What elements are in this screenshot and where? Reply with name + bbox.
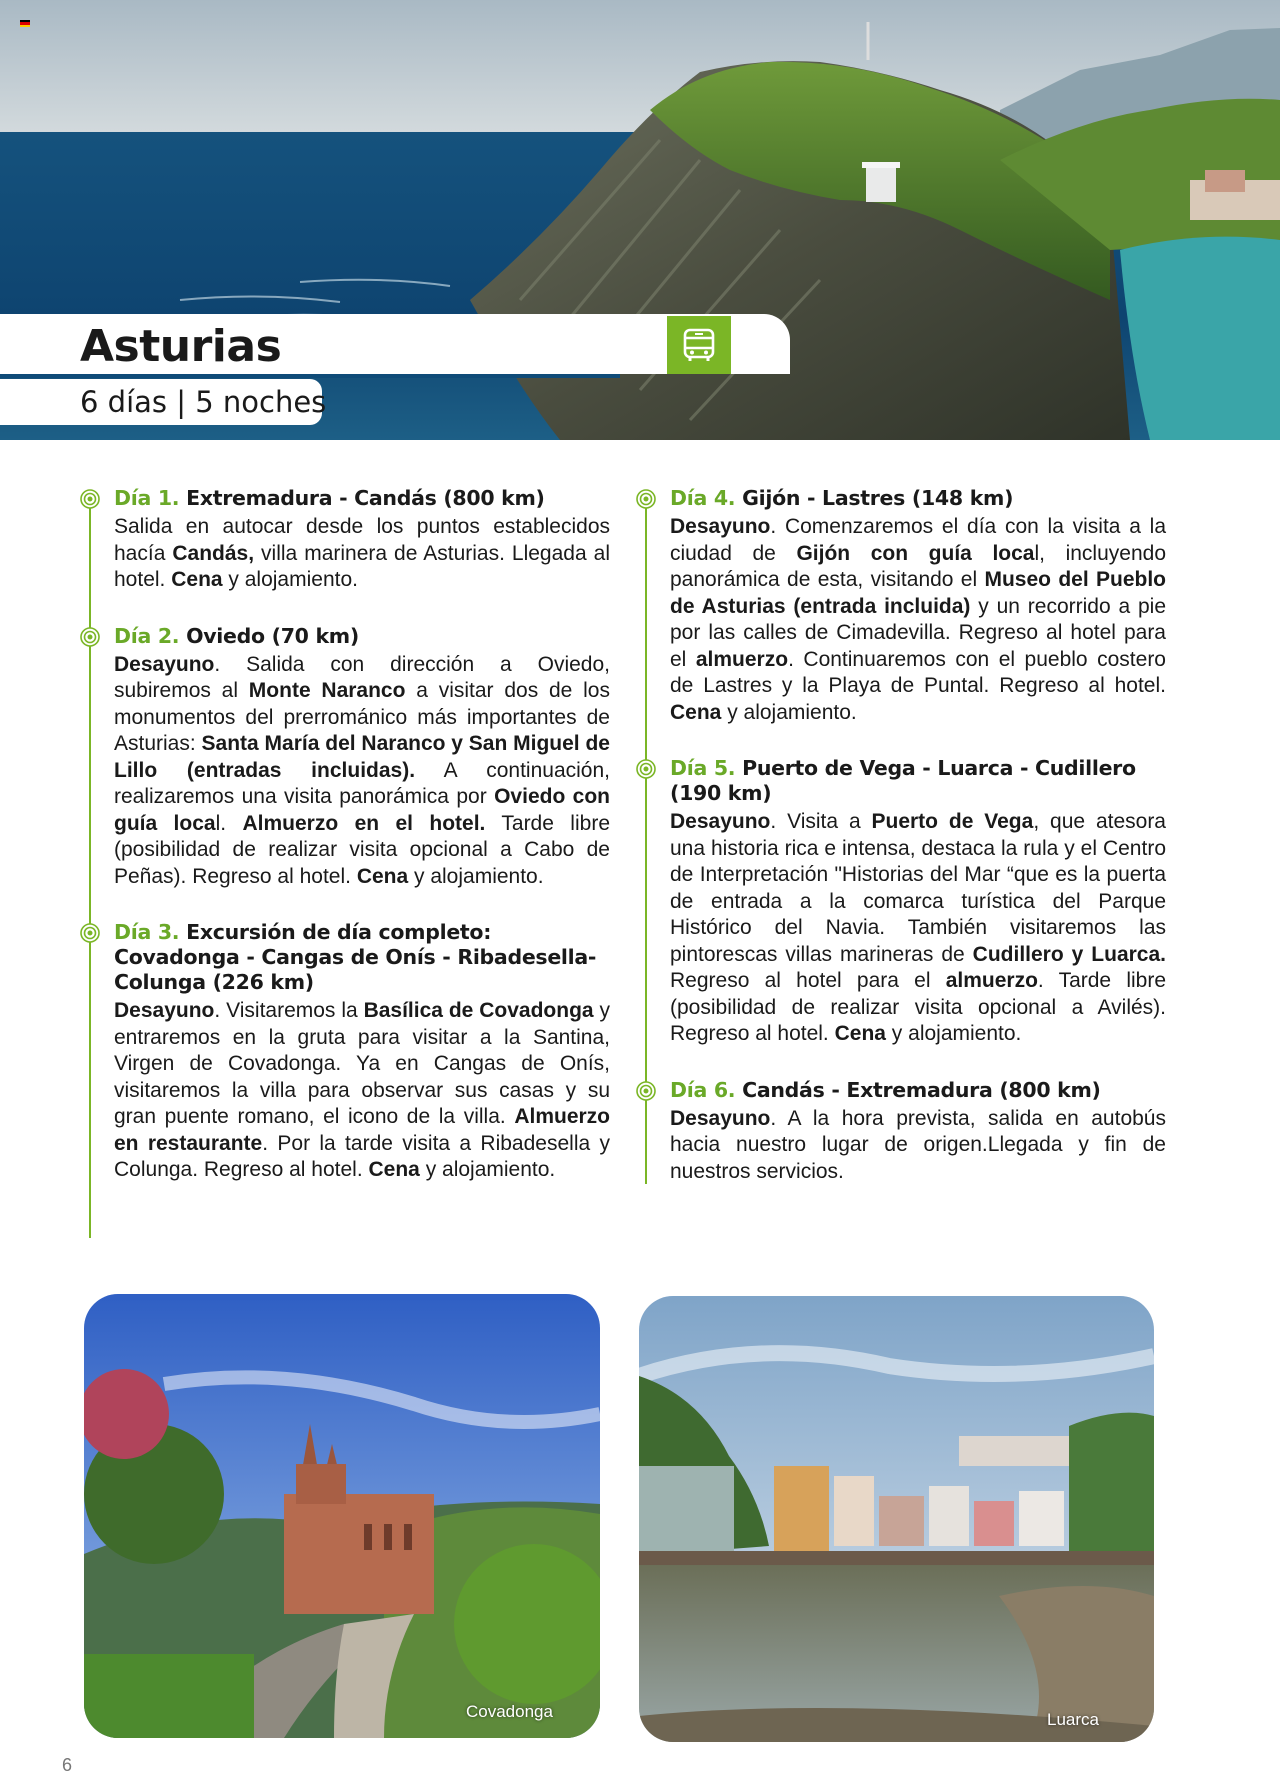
text-run: Tarde libre (posibilidad de realizar visita opcional a Cabo de Peñas). Regreso al hotel.: [114, 811, 610, 888]
day-heading: [670, 756, 1166, 806]
day-heading: [114, 486, 610, 511]
text-run: y alojamiento.: [721, 700, 857, 724]
bold-text: Almuerzo en el hotel.: [242, 811, 486, 835]
itinerary-day-3: [80, 920, 610, 1184]
bold-text: Cena: [670, 700, 722, 724]
day-title: Gijón - Lastres (148 km): [742, 486, 1014, 510]
flag-icon: [20, 20, 30, 27]
text-run: . Continuaremos con el pueblo costero de Lastres y la Playa de Puntal. Regreso al hotel.: [670, 647, 1166, 697]
timeline-marker-icon: [80, 627, 100, 647]
basilica-illustration: [84, 1294, 600, 1738]
transport-badge: [667, 316, 731, 374]
text-run: . Tarde libre (posibilidad de realizar visita opcional a Avilés). Regreso al hotel.: [670, 969, 1166, 1045]
text-run: l.: [215, 811, 243, 835]
day-number: Día 2.: [114, 623, 180, 648]
day-number: Día 6.: [670, 1077, 736, 1102]
itinerary-day-4: [636, 486, 1166, 726]
day-heading: [670, 486, 1166, 511]
bold-text: Cena: [834, 1022, 886, 1045]
day-number: Día 5.: [670, 756, 736, 780]
timeline-marker-icon: [636, 759, 656, 779]
text-run: Regreso al hotel para el: [670, 969, 946, 992]
day-title: Oviedo (70 km): [186, 623, 359, 648]
itinerary-day-2: [80, 624, 610, 891]
text-run: y entraremos en la gruta para visitar a la Santina, Virgen de Covadonga. Ya en Cangas de Onís, visitaremos la villa para observar sus casas y su gran puente romano, el icono de la villa.: [114, 999, 610, 1128]
title-stripe: [0, 374, 620, 378]
bold-text: Gijón con guía loca: [796, 541, 1035, 565]
text-run: Salida en autocar desde los puntos establecidos hacía: [114, 515, 610, 565]
day-description: [670, 809, 1166, 1048]
text-run: villa marinera de Asturias. Llegada al hotel.: [114, 541, 610, 591]
bold-text: Basílica de Covadonga: [363, 999, 594, 1022]
page-number: 6: [62, 1755, 73, 1775]
text-run: y alojamiento.: [419, 1158, 556, 1181]
itinerary-day-6: [636, 1078, 1166, 1186]
day-description: [114, 998, 610, 1184]
bold-text: Desayuno: [114, 999, 215, 1022]
photo-caption: Covadonga: [466, 1702, 553, 1721]
day-heading: [670, 1078, 1166, 1103]
day-description: [114, 652, 610, 891]
day-title: Excursión de día completo: Covadonga - Cangas de Onís - Ribadesella- Colunga (226 km): [114, 920, 597, 994]
bold-text: Desayuno: [670, 515, 771, 538]
text-run: . A la hora prevista, salida en autobús hacia nuestro lugar de origen.Llegada y fin de nuestros servicios.: [670, 1106, 1166, 1183]
day-heading: [114, 624, 610, 649]
bold-text: Santa María del Naranco y San Miguel de Lillo (entradas incluidas).: [114, 732, 610, 782]
bold-text: Puerto de Vega: [871, 810, 1034, 833]
bold-text: Candás,: [172, 541, 255, 565]
text-run: . Comenzaremos el día con la visita a la ciudad de: [670, 515, 1166, 565]
page-subtitle: 6 días | 5 noches: [80, 385, 327, 419]
day-title: Candás - Extremadura (800 km): [742, 1077, 1101, 1102]
itinerary-column-left: [80, 486, 610, 1214]
day-description: [670, 514, 1166, 726]
text-run: y alojamiento.: [222, 568, 358, 591]
day-number: Día 4.: [670, 486, 736, 510]
text-run: y alojamiento.: [885, 1022, 1022, 1045]
day-title: Extremadura - Candás (800 km): [186, 486, 545, 510]
bus-icon: [681, 327, 717, 363]
day-heading: [114, 920, 610, 995]
day-title: Puerto de Vega - Luarca - Cudillero (190 km): [670, 756, 1136, 805]
harbour-town-illustration: [639, 1296, 1154, 1742]
text-run: l, incluyendo panorámica de esta, visitando el: [670, 541, 1166, 591]
text-run: . Por la tarde visita a Ribadesella y Colunga. Regreso al hotel.: [114, 1131, 610, 1181]
bold-text: Oviedo con guía loca: [114, 785, 610, 835]
timeline-marker-icon: [80, 489, 100, 509]
timeline-marker-icon: [636, 1081, 656, 1101]
text-run: y alojamiento.: [408, 864, 544, 888]
photo-caption: Luarca: [1047, 1710, 1099, 1729]
bold-text: Monte Naranco: [248, 679, 406, 702]
text-run: . Visitaremos la: [214, 999, 364, 1022]
text-run: a visitar dos de los monumentos del prerrománico más importantes de Asturias:: [114, 679, 610, 755]
itinerary-day-1: [80, 486, 610, 594]
bold-text: Cena: [368, 1158, 420, 1181]
day-description: [670, 1106, 1166, 1186]
text-run: , que atesora una historia rica e intensa, destaca la rula y el Centro de Interpretación "Historias del Mar “que es la puerta de entrada a la comarca turística del Parque Histórico del Navia. También visitaremos las pintorescas villas marineras de: [670, 810, 1166, 966]
day-number: Día 1.: [114, 486, 180, 510]
bold-text: Desayuno: [114, 652, 215, 676]
bold-text: Desayuno: [670, 1106, 771, 1130]
timeline-marker-icon: [80, 923, 100, 943]
day-number: Día 3.: [114, 920, 180, 944]
itinerary-column-right: [636, 486, 1166, 1215]
photo-covadonga: [84, 1294, 600, 1738]
itinerary-day-5: [636, 756, 1166, 1048]
text-run: A continuación, realizaremos una visita panorámica por: [114, 758, 610, 808]
bold-text: Almuerzo en restaurante: [114, 1105, 610, 1155]
text-run: y un recorrido a pie por las calles de Cimadevilla. Regreso al hotel para el: [670, 594, 1166, 671]
bold-text: Desayuno: [670, 810, 771, 833]
bold-text: Museo del Pueblo de Asturias (entrada incluida): [670, 568, 1166, 618]
bold-text: almuerzo: [945, 969, 1038, 992]
bold-text: Cena: [171, 568, 223, 591]
timeline-marker-icon: [636, 489, 656, 509]
bold-text: Cena: [356, 864, 409, 888]
day-description: [114, 514, 610, 594]
page-title: Asturias: [80, 321, 282, 372]
text-run: . Salida con dirección a Oviedo, subiremos al: [114, 652, 610, 702]
photo-luarca: [639, 1296, 1154, 1742]
bold-text: almuerzo: [695, 647, 789, 671]
bold-text: Cudillero y Luarca.: [972, 942, 1166, 966]
text-run: . Visita a: [770, 810, 872, 833]
